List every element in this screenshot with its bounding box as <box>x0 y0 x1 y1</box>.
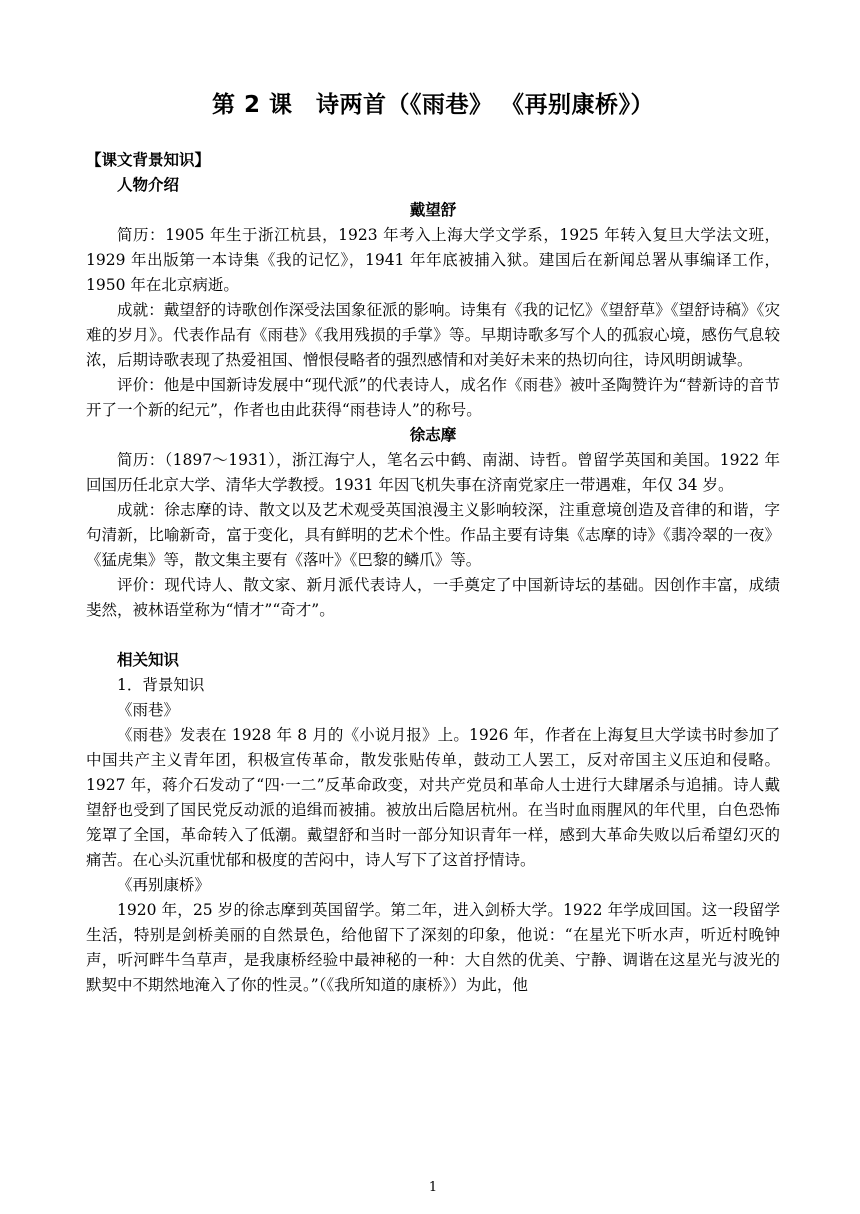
dai-evaluation: 评价：他是中国新诗发展中“现代派”的代表诗人，成名作《雨巷》被叶圣陶赞许为“替新诗的音节开了一个新的纪元”，作者也由此获得“雨巷诗人”的称号。 <box>86 376 780 419</box>
dai-name: 戴望舒 <box>409 201 457 219</box>
xu-achievement: 成就：徐志摩的诗、散文以及艺术观受英国浪漫主义影响较深，注重意境创造及音律的和谐，字句清新，比喻新奇，富于变化，具有鲜明的艺术个性。作品主要有诗集《志摩的诗》《翡冷翠的一夜》《猛虎集》等，散文集主要有《落叶》《巴黎的鳞爪》等。 <box>86 501 780 569</box>
xu-evaluation: 评价：现代诗人、散文家、新月派代表诗人，一手奠定了中国新诗坛的基础。因创作丰富，成绩斐然，被林语堂称为“情才”“奇才”。 <box>86 576 780 619</box>
section-header: 【课文背景知识】 <box>86 151 211 169</box>
yuxiang-label: 《雨巷》 <box>117 701 180 719</box>
document-page <box>86 0 780 1214</box>
people-heading: 人物介绍 <box>117 176 180 194</box>
lesson-title: 第 2 课 诗两首（《雨巷》 《再别康桥》） <box>211 92 655 118</box>
related-heading: 相关知识 <box>117 651 180 669</box>
page-number: 1 <box>428 1180 438 1195</box>
xu-name: 徐志摩 <box>409 426 457 444</box>
kangqiao-text: 1920 年，25 岁的徐志摩到英国留学。第二年，进入剑桥大学。1922 年学成回国。这一段留学生活，特别是剑桥美丽的自然景色，给他留下了深刻的印象，他说：“在星光下听水声，听近村晚钟声，听河畔牛刍草声，是我康桥经验中最神秘的一种：大自然的优美、宁静、调谐在这星光与波光的默契中不期然地淹入了你的性灵。”（《我所知道的康桥》）为此，他 <box>86 901 780 994</box>
spacer <box>86 623 780 648</box>
dai-achievement: 成就：戴望舒的诗歌创作深受法国象征派的影响。诗集有《我的记忆》《望舒草》《望舒诗稿》《灾难的岁月》。代表作品有《雨巷》《我用残损的手掌》等。早期诗歌多写个人的孤寂心境，感伤气息较浓，后期诗歌表现了热爱祖国、憎恨侵略者的强烈感情和对美好未来的热切向往，诗风明朗诚挚。 <box>86 301 780 369</box>
background-heading: 1．背景知识 <box>117 676 205 694</box>
dai-bio: 简历：1905 年生于浙江杭县，1923 年考入上海大学文学系，1925 年转入复旦大学法文班，1929 年出版第一本诗集《我的记忆》，1941 年年底被捕入狱。建国后在新闻总署从事编译工作，1950 年在北京病逝。 <box>86 226 780 294</box>
kangqiao-label: 《再别康桥》 <box>117 876 211 894</box>
document-body <box>86 148 780 998</box>
xu-bio: 简历：（1897～1931），浙江海宁人，笔名云中鹤、南湖、诗哲。曾留学英国和美国。1922 年回国历任北京大学、清华大学教授。1931 年因飞机失事在济南党家庄一带遇难，年仅 34 岁。 <box>86 451 780 494</box>
yuxiang-text: 《雨巷》发表在 1928 年 8 月的《小说月报》上。1926 年，作者在上海复旦大学读书时参加了中国共产主义青年团，积极宣传革命，散发张贴传单，鼓动工人罢工，反对帝国主义压迫和侵略。1927 年，蒋介石发动了“四·一二”反革命政变，对共产党员和革命人士进行大肆屠杀与追捕。诗人戴望舒也受到了国民党反动派的追缉而被捕。被放出后隐居杭州。在当时血雨腥风的年代里，白色恐怖笼罩了全国，革命转入了低潮。戴望舒和当时一部分知识青年一样，感到大革命失败以后希望幻灭的痛苦。在心头沉重忧郁和极度的苦闷中，诗人写下了这首抒情诗。 <box>86 726 780 869</box>
